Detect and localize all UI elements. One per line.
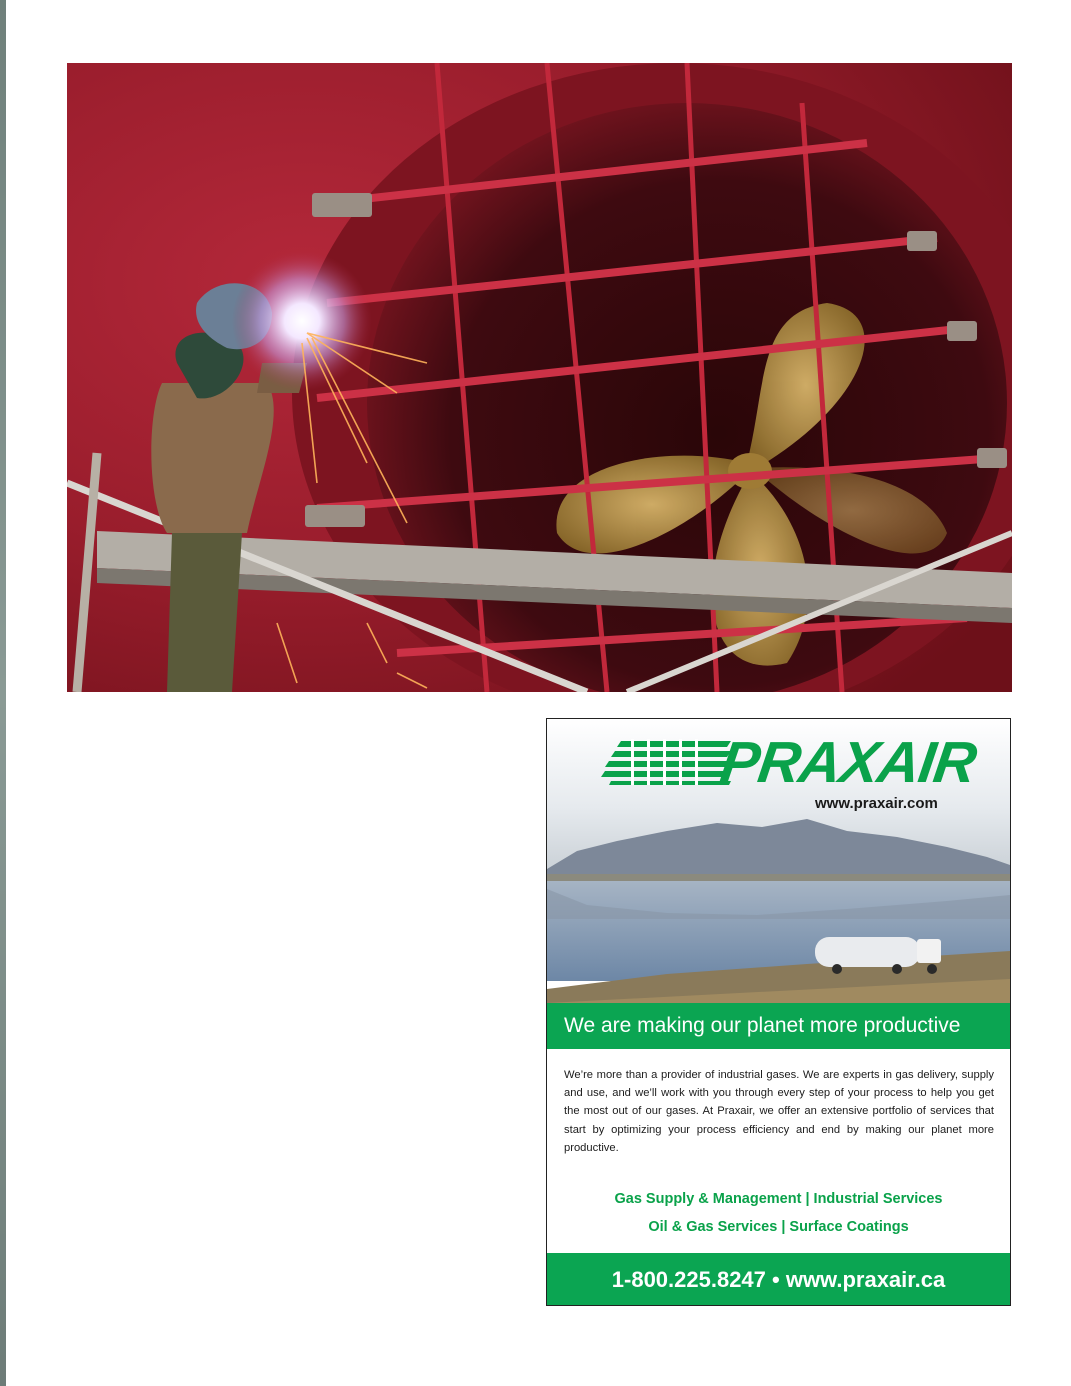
contact-footer: 1-800.225.8247 • www.praxair.ca [547, 1253, 1010, 1306]
services-list [547, 1185, 1010, 1241]
ad-hero-image [547, 719, 1010, 1003]
services-line-1: Gas Supply & Management | Industrial Services [614, 1191, 943, 1207]
welding-photo [67, 63, 1012, 692]
logo-stripes-icon [601, 739, 731, 785]
logo-wordmark: PRAXAIR [716, 730, 980, 795]
praxair-logo [601, 730, 980, 795]
website-url: www.praxair.com [815, 795, 938, 812]
page-edge-strip [0, 0, 6, 1386]
ad-body-text: We’re more than a provider of industrial gases. We are experts in gas delivery, supply and use, and we’ll work with you through every step of your process to help you get the most out of our gases. At Praxair, we offer an extensive portfolio of services that start by optimizing your process efficiency and end by making our planet more productive. [564, 1069, 994, 1154]
praxair-advertisement [546, 718, 1011, 1306]
services-line-2: Oil & Gas Services | Surface Coatings [648, 1219, 909, 1235]
tagline-band: We are making our planet more productive [547, 1003, 1010, 1049]
